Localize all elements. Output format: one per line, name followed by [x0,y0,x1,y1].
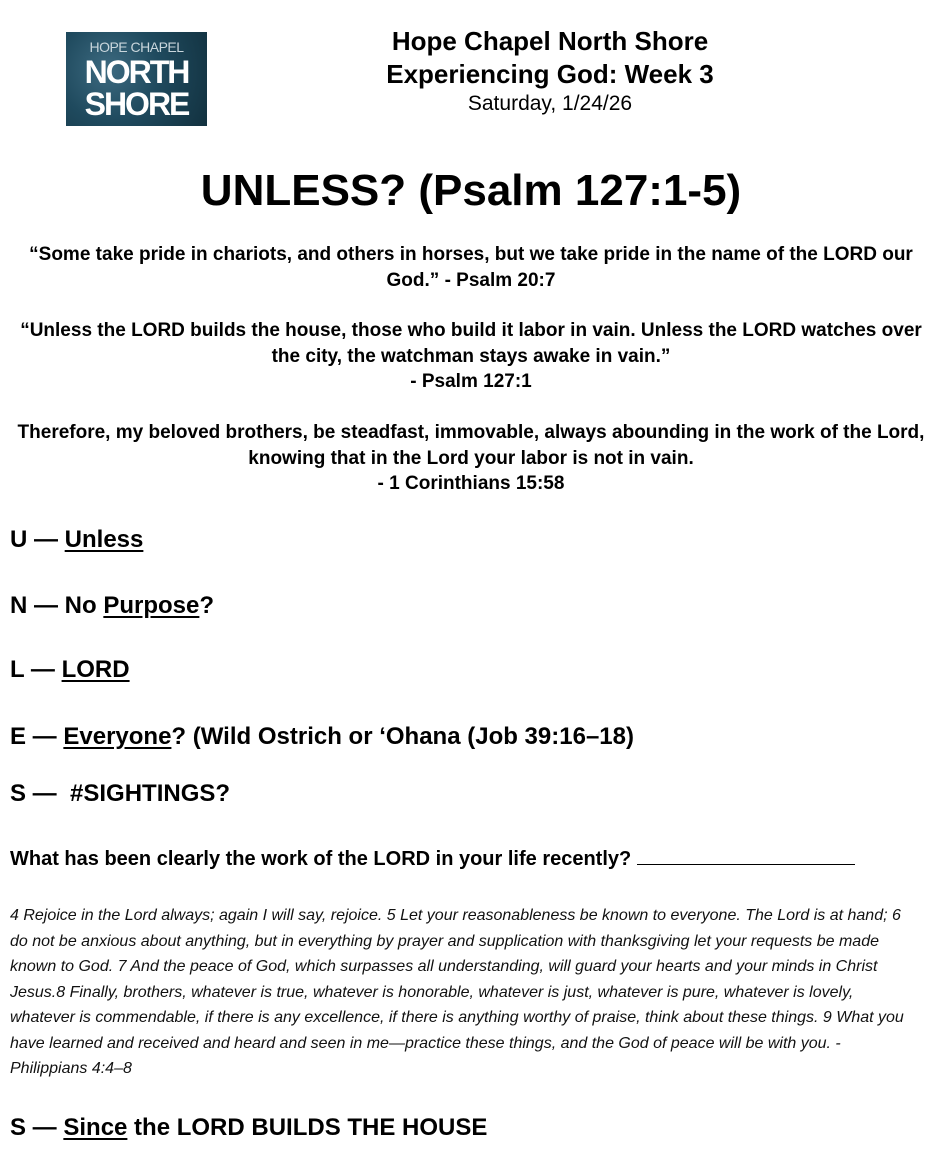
reflection-question [10,844,855,871]
quote-text: Therefore, my beloved brothers, be steadfast, immovable, always abounding in the work of the Lord, knowing that in the Lord your labor is not in vain. [17,422,925,469]
scripture-philippians: 4 Rejoice in the Lord always; again I will say, rejoice. 5 Let your reasonableness be known to everyone. The Lord is at hand; 6 do not be anxious about anything, but in everything by prayer and supplication with thanksgiving let your requests be made known to God. 7 And the peace of God, which surpasses all understanding, will guard your hearts and your minds in Christ Jesus.8 Finally, brothers, whatever is true, whatever is honorable, whatever is just, whatever is pure, whatever is lovely, whatever is commendable, if there is any excellence, if there is anything worthy of praise, think about these things. 9 What you have learned and received and heard and seen in me—practice these things, and the God of peace will be with you. - Philippians 4:4–8 [10,907,904,1077]
point-rest: the LORD BUILDS THE HOUSE [127,1114,488,1141]
church-logo [66,32,207,126]
point-keyword: Purpose [103,592,200,619]
point-keyword: Since [63,1114,128,1141]
church-name: Hope Chapel North Shore [391,26,709,56]
quote-text: “Some take pride in chariots, and others in horses, but we take pride in the name of the LORD our God.” - Psalm 20:7 [29,244,913,291]
quote-psalm-127 [10,318,932,395]
quote-1-corinthians [10,420,932,497]
point-keyword: LORD [61,656,130,683]
date: Saturday, 1/24/26 [467,92,633,115]
point-keyword: Everyone [63,723,172,750]
point-l [10,656,130,684]
question-text: What has been clearly the work of the LORD in your life recently? [10,848,632,870]
point-rest: ? (Wild Ostrich or ‘Ohana (Job 39:16–18) [171,723,634,750]
page-title: UNLESS? (Psalm 127:1-5) [200,166,742,215]
quote-reference: - 1 Corinthians 15:58 [377,473,565,494]
answer-blank-line [637,844,855,865]
quote-psalm-20 [10,242,932,293]
point-letter: N — No [10,592,97,619]
logo-line-1: HOPE CHAPEL [89,39,184,55]
point-s-since [10,1114,487,1142]
point-n [10,592,214,620]
point-letter: L — [10,656,55,683]
point-letter: S — #SIGHTINGS? [10,780,231,807]
point-e [10,723,634,751]
point-keyword: Unless [64,526,144,553]
logo-line-3: SHORE [84,86,189,122]
point-letter: U — [10,526,58,553]
logo-line-2: NORTH [84,54,189,90]
point-letter: E — [10,723,57,750]
point-letter: S — [10,1114,57,1141]
series-title: Experiencing God: Week 3 [386,59,714,89]
point-s-sightings [10,780,230,808]
point-u [10,526,143,554]
point-rest: ? [199,592,215,619]
quote-text: “Unless the LORD builds the house, those who build it labor in vain. Unless the LORD watches over the city, the watchman stays awake in vain.” [20,320,922,367]
quote-reference: - Psalm 127:1 [410,371,532,392]
